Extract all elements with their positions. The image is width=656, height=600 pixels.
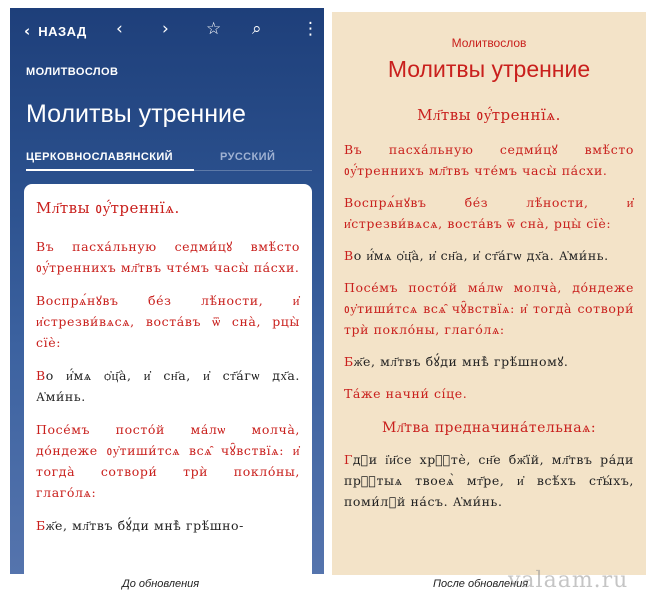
prayer-subheading: Мл҃тва предначина́тельнаѧ: <box>381 420 597 436</box>
prayer-heading: Мл҃твы ᲂу҆́треннїѧ. <box>36 199 180 217</box>
red-initial: Б <box>344 354 354 369</box>
rubric-paragraph: Въ пасха́льную седми́цꙋ вмѣ́сто ᲂу҆́треннихъ мл҃твъ чте́мъ часы̀ па́схи. <box>344 142 634 178</box>
red-initial: Б <box>36 518 46 533</box>
tab-russian[interactable]: РУССКИЙ <box>220 151 276 163</box>
page-title: Молитвы утренние <box>26 100 246 128</box>
watermark: valaam.ru <box>508 568 629 593</box>
rubric-paragraph: Воспрѧ́нꙋвъ бе́з лѣ́ности, и҆ и҆стрезви́вѧсѧ, воста́въ ѿ сна̀, рцы̀ сїѐ: <box>36 293 300 350</box>
prayer-text <box>36 365 300 407</box>
prayer-text <box>344 449 634 512</box>
rubric-paragraph: Посе́мъ посто́й ма́лѡ молча̀, до́ндеже ᲂу҆тиши́тсѧ всѧ̑ чꙋ̑вствїѧ: и҆ тогда̀ сотвори́ трѝ покло́ны, глаго́лѧ: <box>36 422 300 500</box>
caption-before: До обновления <box>122 578 200 590</box>
prayer-heading: Мл҃твы ᲂу҆́треннїѧ. <box>417 106 561 124</box>
red-initial: В <box>344 248 354 263</box>
rubric-paragraph: Въ пасха́льную седми́цꙋ вмѣ́сто ᲂу҆́треннихъ мл҃твъ чте́мъ часы̀ па́схи. <box>36 239 300 275</box>
prayer-card <box>24 184 312 574</box>
before-screenshot <box>10 8 324 574</box>
more-vert-icon[interactable]: ⋮ <box>302 19 319 39</box>
star-icon[interactable]: ☆ <box>206 19 222 39</box>
page-title: Молитвы утренние <box>387 56 591 82</box>
rubric-paragraph: Та́же начни́ сі́це. <box>344 386 468 401</box>
caption-after: После обновления <box>433 578 529 590</box>
breadcrumb[interactable]: Молитвослов <box>451 36 527 50</box>
active-tab-indicator <box>26 169 194 171</box>
rubric-paragraph: Воспрѧ́нꙋвъ бе́з лѣ́ности, и҆ и҆стрезви́вѧсѧ, воста́въ ѿ сна̀, рцы̀ сїѐ: <box>344 195 634 231</box>
prayer-text <box>344 245 634 266</box>
prayer-text-body: о и҆́мѧ ѻ҆ц҃а̀, и҆ сн҃а, и҆ ст҃а́гѡ дх҃а. А҆ми́нь. <box>36 368 300 404</box>
chevron-right-icon[interactable]: › <box>162 19 169 39</box>
prayer-text-body: дⷭи і҆и҃се хрⷭ҇тѐ, сн҃е бж҃їй, мл҃твъ ра́ди прⷭ҇тыѧ твоеѧ̀ мт҃ре, и҆ всѣ́хъ ст҃ы́хъ, поми́лꙋй на́съ. А҆ми́нь. <box>344 452 634 509</box>
red-initial: Г <box>344 452 353 467</box>
back-label: НАЗАД <box>38 23 87 39</box>
language-tabs <box>26 151 312 171</box>
rubric-paragraph: Посе́мъ посто́й ма́лѡ молча̀, до́ндеже ᲂу҆тиши́тсѧ всѧ̑ чꙋ̑вствїѧ: и҆ тогда̀ сотвори́ трѝ покло́ны, глаго́лѧ: <box>344 280 634 337</box>
prayer-text <box>36 515 300 536</box>
prayer-text-body: о и҆́мѧ ѻ҆ц҃а̀, и҆ сн҃а, и҆ ст҃а́гѡ дх҃а. А҆ми́нь. <box>353 248 609 263</box>
top-bar <box>10 8 324 54</box>
prayer-text <box>344 351 634 372</box>
chevron-back-icon: ‹ <box>24 22 31 40</box>
back-button[interactable] <box>24 22 87 40</box>
prayer-text-body: ж҃е, мл҃твъ бꙋ́ди мнѣ̀ грѣ́шномꙋ. <box>353 354 569 369</box>
breadcrumb[interactable]: МОЛИТВОСЛОВ <box>26 66 119 78</box>
search-icon[interactable]: ⌕ <box>252 19 262 39</box>
chevron-left-icon[interactable]: ‹ <box>116 19 123 39</box>
tab-church-slavonic[interactable]: ЦЕРКОВНОСЛАВЯНСКИЙ <box>26 151 173 163</box>
after-screenshot <box>332 12 646 575</box>
red-initial: В <box>36 368 46 383</box>
prayer-text-body: ж҃е, мл҃твъ бꙋ́ди мнѣ̀ грѣ́шно- <box>45 518 244 533</box>
